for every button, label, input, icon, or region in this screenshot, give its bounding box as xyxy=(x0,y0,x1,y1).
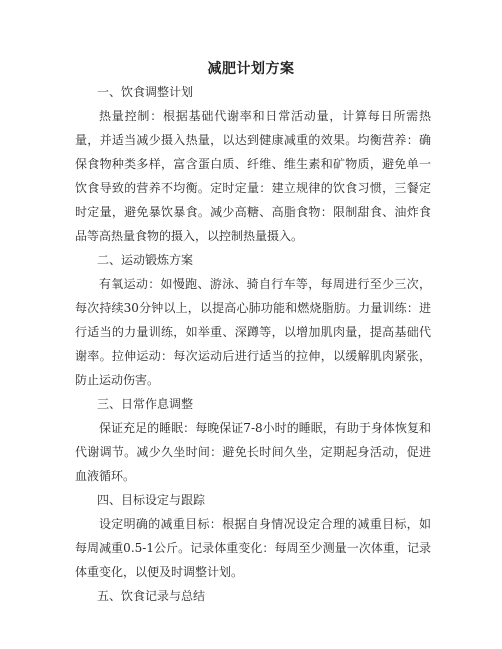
section-paragraph: 有氧运动：如慢跑、游泳、骑自行车等，每周进行至少三次，每次持续30分钟以上，以提高心肺功能和燃烧脂肪。力量训练：进行适当的力量训练，如举重、深蹲等，以增加肌肉量，提高基础代谢率。拉伸运动：每次运动后进行适当的拉伸，以缓解肌肉紧张，防止运动伤害。 xyxy=(75,277,431,387)
section-heading: 四、目标设定与跟踪 xyxy=(97,493,206,507)
section-heading: 五、饮食记录与总结 xyxy=(97,589,206,603)
section-exercise-plan xyxy=(75,248,431,392)
section-goal-tracking xyxy=(75,488,431,584)
section-daily-routine xyxy=(75,392,431,488)
section-heading: 二、运动锻炼方案 xyxy=(97,253,194,267)
section-heading: 一、饮食调整计划 xyxy=(97,85,194,99)
section-paragraph: 保证充足的睡眠：每晚保证7-8小时的睡眠，有助于身体恢复和代谢调节。减少久坐时间：避免长时间久坐，定期起身活动，促进血液循环。 xyxy=(75,421,431,483)
section-heading: 三、日常作息调整 xyxy=(97,397,194,411)
document-title: 减肥计划方案 xyxy=(207,61,295,77)
section-paragraph: 热量控制：根据基础代谢率和日常活动量，计算每日所需热量，并适当减少摄入热量，以达到健康减重的效果。均衡营养：确保食物种类多样，富含蛋白质、纤维、维生素和矿物质，避免单一饮食导致的营养不均衡。定时定量：建立规律的饮食习惯，三餐定时定量，避免暴饮暴食。减少高糖、高脂食物：限制甜食、油炸食品等高热量食物的摄入，以控制热量摄入。 xyxy=(75,109,431,243)
document-body xyxy=(75,80,431,608)
section-diet-record xyxy=(75,584,431,608)
section-paragraph: 设定明确的减重目标：根据自身情况设定合理的减重目标，如每周减重0.5-1公斤。记录体重变化：每周至少测量一次体重，记录体重变化，以便及时调整计划。 xyxy=(75,517,431,579)
section-diet-plan xyxy=(75,80,431,248)
